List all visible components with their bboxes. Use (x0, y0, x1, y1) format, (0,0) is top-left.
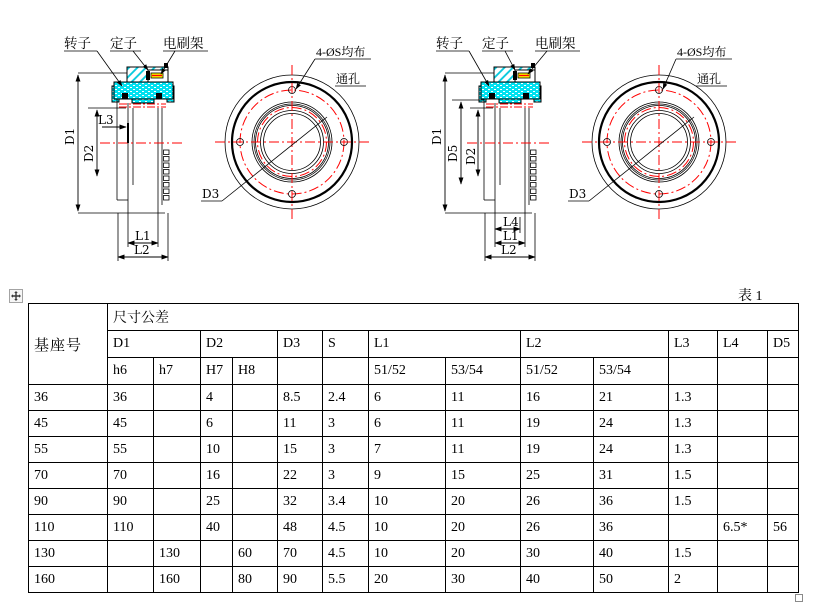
table-cell[interactable] (233, 385, 278, 411)
column-header-base[interactable]: 基座号 (29, 304, 108, 385)
table-cell[interactable]: 36 (594, 489, 669, 515)
table-cell[interactable]: 26 (521, 489, 594, 515)
table-cell[interactable]: 6.5* (718, 515, 768, 541)
table-cell[interactable]: 4.5 (323, 515, 369, 541)
table-cell[interactable]: 3.4 (323, 489, 369, 515)
table-cell[interactable]: 36 (108, 385, 154, 411)
table-cell[interactable]: 20 (446, 541, 521, 567)
dim-d5-label: D5 (446, 144, 460, 162)
column-header-s[interactable]: S (323, 331, 369, 358)
table-cell[interactable]: 16 (521, 385, 594, 411)
table-cell[interactable] (768, 567, 799, 593)
table-cell[interactable]: 10 (369, 489, 446, 515)
rotor-callout: 转子 (64, 36, 91, 51)
right-assembly-drawing (430, 35, 736, 261)
table-cell[interactable]: 10 (369, 541, 446, 567)
table-cell[interactable] (233, 463, 278, 489)
table-cell[interactable]: 130 (154, 541, 201, 567)
header-row-group (29, 304, 799, 331)
table-cell[interactable] (768, 489, 799, 515)
table-cell[interactable]: 22 (278, 463, 323, 489)
four-arrows-move-icon (11, 291, 21, 301)
column-header-l2[interactable]: L2 (521, 331, 669, 358)
table-cell[interactable] (233, 411, 278, 437)
subheader-empty[interactable] (669, 358, 718, 385)
table-row (29, 489, 799, 515)
dim-d1-label: D1 (63, 127, 77, 145)
table-cell[interactable]: 15 (278, 437, 323, 463)
table-cell[interactable] (768, 411, 799, 437)
table-cell[interactable] (669, 515, 718, 541)
subheader-empty[interactable] (278, 358, 323, 385)
hole-note-line2: 通孔 (697, 72, 722, 86)
table-cell[interactable]: 1.3 (669, 411, 718, 437)
table-cell[interactable]: 11 (446, 385, 521, 411)
dim-l2-label: L2 (134, 243, 150, 257)
table-cell[interactable]: 24 (594, 411, 669, 437)
table-row (29, 385, 799, 411)
cell-base[interactable]: 110 (29, 515, 108, 541)
table-row (29, 567, 799, 593)
table-cell[interactable]: 3 (323, 463, 369, 489)
column-header-l4[interactable]: L4 (718, 331, 768, 358)
table-cell[interactable] (233, 489, 278, 515)
subheader-l1-5152[interactable]: 51/52 (369, 358, 446, 385)
dim-l2-label: L2 (501, 243, 517, 257)
table-cell[interactable]: 7 (369, 437, 446, 463)
table-cell[interactable]: 110 (108, 515, 154, 541)
table-cell[interactable]: 36 (594, 515, 669, 541)
table-cell[interactable] (768, 385, 799, 411)
table-cell[interactable]: 10 (201, 437, 233, 463)
table-move-handle[interactable] (9, 289, 23, 303)
column-header-l3[interactable]: L3 (669, 331, 718, 358)
table-cell[interactable]: 160 (154, 567, 201, 593)
dim-l1-label: L1 (503, 229, 519, 243)
column-header-d3[interactable]: D3 (278, 331, 323, 358)
table-cell[interactable] (233, 437, 278, 463)
table-cell[interactable]: 24 (594, 437, 669, 463)
table-cell[interactable] (233, 515, 278, 541)
table-caption: 表 1 (738, 289, 763, 304)
table-cell[interactable] (108, 541, 154, 567)
table-cell[interactable]: 21 (594, 385, 669, 411)
table-cell[interactable]: 30 (446, 567, 521, 593)
table-cell[interactable]: 40 (594, 541, 669, 567)
subheader-l2-5354[interactable]: 53/54 (594, 358, 669, 385)
table-cell[interactable]: 1.3 (669, 437, 718, 463)
dim-d2-label: D2 (82, 144, 96, 162)
table-cell[interactable]: 20 (446, 515, 521, 541)
table-cell[interactable] (154, 489, 201, 515)
cell-base[interactable]: 70 (29, 463, 108, 489)
table-cell[interactable]: 31 (594, 463, 669, 489)
dim-d3-label: D3 (202, 187, 220, 201)
table-cell[interactable]: 6 (369, 385, 446, 411)
table-cell[interactable]: 20 (369, 567, 446, 593)
dim-l4-label: L4 (503, 215, 519, 229)
table-cell[interactable] (718, 567, 768, 593)
table-cell[interactable]: 50 (594, 567, 669, 593)
subheader-l2-5152[interactable]: 51/52 (521, 358, 594, 385)
subheader-empty[interactable] (718, 358, 768, 385)
table-cell[interactable] (718, 437, 768, 463)
table-cell[interactable]: 4 (201, 385, 233, 411)
table-cell[interactable]: 11 (446, 437, 521, 463)
table-cell[interactable]: 70 (278, 541, 323, 567)
table-resize-handle[interactable] (795, 594, 803, 602)
table-cell[interactable]: 1.5 (669, 489, 718, 515)
cell-base[interactable]: 45 (29, 411, 108, 437)
dim-d2-label: D2 (464, 147, 478, 165)
left-assembly-drawing (63, 35, 371, 261)
table-cell[interactable]: 25 (201, 489, 233, 515)
dim-d1-label: D1 (430, 127, 444, 145)
table-cell[interactable]: 3 (323, 437, 369, 463)
subheader-H7[interactable]: H7 (201, 358, 233, 385)
brush-holder-callout: 电刷架 (535, 36, 576, 51)
table-cell[interactable] (718, 463, 768, 489)
table-cell[interactable]: 10 (369, 515, 446, 541)
table-cell[interactable]: 6 (369, 411, 446, 437)
table-cell[interactable]: 19 (521, 411, 594, 437)
technical-drawing (0, 0, 824, 290)
table-cell[interactable] (154, 437, 201, 463)
table-cell[interactable]: 1.5 (669, 541, 718, 567)
table-cell[interactable] (718, 489, 768, 515)
table-cell[interactable]: 60 (233, 541, 278, 567)
table-cell[interactable]: 48 (278, 515, 323, 541)
table-cell[interactable]: 90 (108, 489, 154, 515)
column-header-d2[interactable]: D2 (201, 331, 278, 358)
dim-d3-label: D3 (569, 187, 587, 201)
table-cell[interactable]: 5.5 (323, 567, 369, 593)
table-cell[interactable] (154, 411, 201, 437)
table-cell[interactable]: 20 (446, 489, 521, 515)
table-cell[interactable]: 1.5 (669, 463, 718, 489)
cell-base[interactable]: 55 (29, 437, 108, 463)
subheader-h6[interactable]: h6 (108, 358, 154, 385)
subheader-h7[interactable]: h7 (154, 358, 201, 385)
table-row (29, 437, 799, 463)
cell-base[interactable]: 160 (29, 567, 108, 593)
table-cell[interactable] (768, 463, 799, 489)
header-row-dims (29, 331, 799, 358)
table-cell[interactable] (768, 437, 799, 463)
table-cell[interactable]: 16 (201, 463, 233, 489)
dimension-table[interactable] (28, 303, 799, 593)
column-header-d5[interactable]: D5 (768, 331, 799, 358)
table-cell[interactable]: 26 (521, 515, 594, 541)
table-cell[interactable]: 40 (201, 515, 233, 541)
table-cell[interactable]: 4.5 (323, 541, 369, 567)
table-cell[interactable]: 25 (521, 463, 594, 489)
table-cell[interactable] (154, 385, 201, 411)
table-cell[interactable] (718, 411, 768, 437)
rotor-callout: 转子 (436, 36, 463, 51)
table-row (29, 541, 799, 567)
table-cell[interactable] (201, 567, 233, 593)
table-row (29, 515, 799, 541)
subheader-empty[interactable] (323, 358, 369, 385)
table-cell[interactable] (718, 541, 768, 567)
table-cell[interactable] (154, 515, 201, 541)
table-cell[interactable]: 6 (201, 411, 233, 437)
dim-l1-label: L1 (135, 229, 151, 243)
stator-callout: 定子 (482, 36, 509, 51)
table-cell[interactable]: 15 (446, 463, 521, 489)
brush-holder-callout: 电刷架 (163, 36, 204, 51)
table-cell[interactable]: 11 (278, 411, 323, 437)
cell-base[interactable]: 36 (29, 385, 108, 411)
table-cell[interactable]: 2 (669, 567, 718, 593)
hole-note-line2: 通孔 (336, 72, 361, 86)
table-cell[interactable]: 8.5 (278, 385, 323, 411)
table-cell[interactable] (718, 385, 768, 411)
table-cell[interactable]: 2.4 (323, 385, 369, 411)
table-cell[interactable]: 32 (278, 489, 323, 515)
column-header-l1[interactable]: L1 (369, 331, 521, 358)
subheader-H8[interactable]: H8 (233, 358, 278, 385)
hole-note-line1: 4-ØS均布 (316, 45, 366, 59)
table-row (29, 411, 799, 437)
dim-l3-label: L3 (98, 113, 114, 127)
table-cell[interactable]: 19 (521, 437, 594, 463)
table-cell[interactable] (108, 567, 154, 593)
table-cell[interactable]: 80 (233, 567, 278, 593)
table-row (29, 463, 799, 489)
cell-base[interactable]: 90 (29, 489, 108, 515)
table-cell[interactable]: 3 (323, 411, 369, 437)
table-cell[interactable]: 9 (369, 463, 446, 489)
stator-callout: 定子 (110, 36, 137, 51)
table-cell[interactable]: 40 (521, 567, 594, 593)
table-cell[interactable] (768, 541, 799, 567)
table-cell[interactable]: 55 (108, 437, 154, 463)
cell-base[interactable]: 130 (29, 541, 108, 567)
column-header-tolerance-group[interactable]: 尺寸公差 (108, 304, 799, 331)
table-cell[interactable]: 1.3 (669, 385, 718, 411)
column-header-d1[interactable]: D1 (108, 331, 201, 358)
table-cell[interactable]: 45 (108, 411, 154, 437)
subheader-empty[interactable] (768, 358, 799, 385)
header-row-subs (29, 358, 799, 385)
table-cell[interactable]: 30 (521, 541, 594, 567)
table-cell[interactable] (201, 541, 233, 567)
table-cell[interactable] (154, 463, 201, 489)
subheader-l1-5354[interactable]: 53/54 (446, 358, 521, 385)
table-cell[interactable]: 70 (108, 463, 154, 489)
table-cell[interactable]: 90 (278, 567, 323, 593)
table-cell[interactable]: 56 (768, 515, 799, 541)
hole-note-line1: 4-ØS均布 (677, 45, 727, 59)
table-cell[interactable]: 11 (446, 411, 521, 437)
